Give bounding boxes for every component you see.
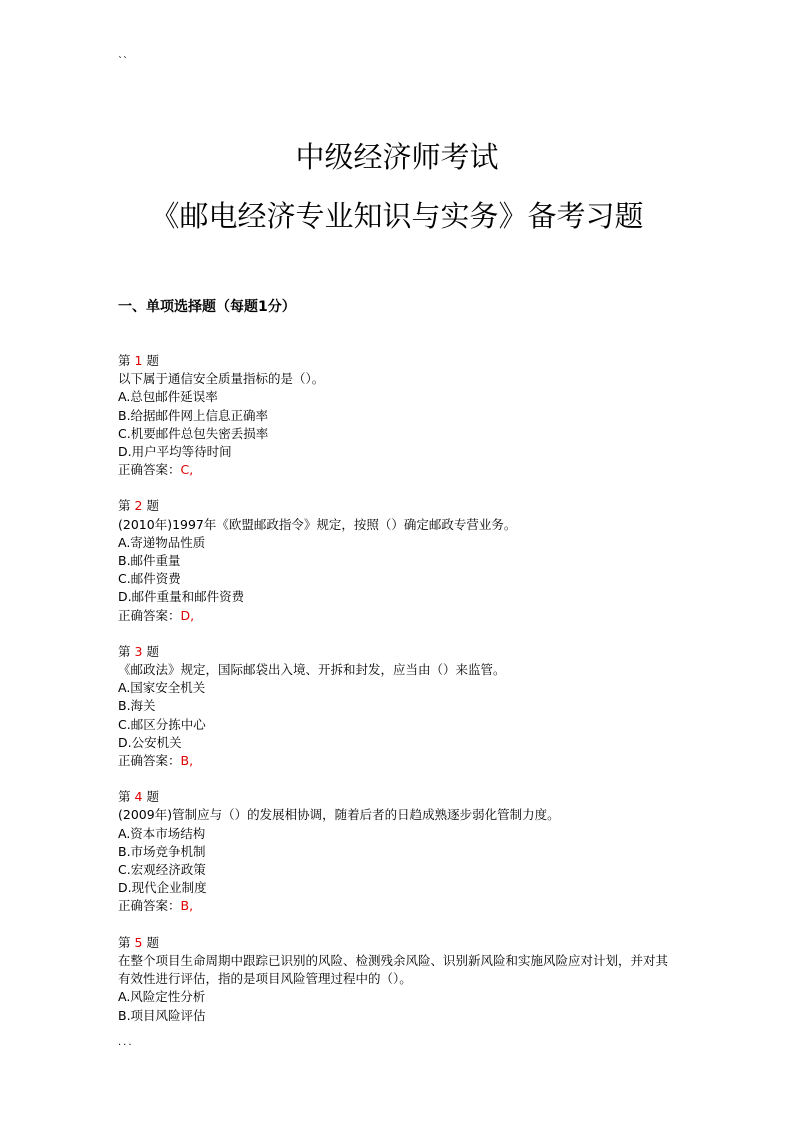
option-a: A.总包邮件延误率 <box>118 389 218 405</box>
question-number: 3 <box>134 643 143 659</box>
question-suffix: 题 <box>146 643 159 659</box>
footer-mark: ... <box>118 1037 134 1048</box>
option-b: B.海关 <box>118 698 156 714</box>
question-prefix: 第 <box>118 789 131 805</box>
answer-label: 正确答案： <box>118 462 181 478</box>
option-d: D.现代企业制度 <box>118 880 207 896</box>
answer-line <box>118 752 678 770</box>
question-stem: (2009年)管制应与（）的发展相协调，随着后者的日趋成熟逐步弱化管制力度。 <box>118 807 560 823</box>
option-a: A.风险定性分析 <box>118 989 206 1005</box>
question-prefix: 第 <box>118 643 131 659</box>
question-number-line <box>118 934 678 952</box>
answer-label: 正确答案： <box>118 607 181 623</box>
question-3 <box>118 643 678 770</box>
option-a: A.资本市场结构 <box>118 825 206 841</box>
question-4 <box>118 788 678 915</box>
document-subtitle: 《邮电经济专业知识与实务》备考习题 <box>150 199 644 233</box>
option-b: B.市场竞争机制 <box>118 843 206 859</box>
answer-label: 正确答案： <box>118 898 181 914</box>
option-c: C.邮区分拣中心 <box>118 716 206 732</box>
option-c: C.宏观经济政策 <box>118 862 206 878</box>
question-2 <box>118 497 678 624</box>
question-1 <box>118 352 678 479</box>
question-suffix: 题 <box>146 789 159 805</box>
option-b: B.邮件重量 <box>118 553 181 569</box>
option-b: B.项目风险评估 <box>118 1007 206 1023</box>
question-stem: 在整个项目生命周期中跟踪已识别的风险、检测残余风险、识别新风险和实施风险应对计划，并对其有效性进行评估，指的是项目风险管理过程中的（）。 <box>118 952 669 987</box>
question-number: 4 <box>134 789 143 805</box>
question-suffix: 题 <box>146 934 159 950</box>
answer-value: C, <box>180 462 194 478</box>
question-stem: 以下属于通信安全质量指标的是（）。 <box>118 371 325 387</box>
option-c: C.机要邮件总包失密丢损率 <box>118 425 269 441</box>
question-prefix: 第 <box>118 353 131 368</box>
question-stem: 《邮政法》规定，国际邮袋出入境、开拆和封发，应当由（）来监管。 <box>118 662 506 678</box>
answer-label: 正确答案： <box>118 753 181 769</box>
section-heading: 一、单项选择题（每题1分） <box>118 299 296 315</box>
question-suffix: 题 <box>146 353 159 368</box>
option-d: D.用户平均等待时间 <box>118 444 232 460</box>
question-suffix: 题 <box>146 498 159 514</box>
question-number: 2 <box>134 498 143 514</box>
question-number-line <box>118 643 678 661</box>
question-5 <box>118 934 678 1025</box>
answer-line <box>118 897 678 915</box>
option-a: A.国家安全机关 <box>118 680 206 696</box>
answer-line <box>118 461 678 479</box>
question-number-line <box>118 788 678 806</box>
answer-value: D, <box>180 607 195 623</box>
option-b: B.给据邮件网上信息正确率 <box>118 407 269 423</box>
document-title: 中级经济师考试 <box>295 140 499 174</box>
header-mark: `` <box>118 56 128 67</box>
question-prefix: 第 <box>118 934 131 950</box>
question-number-line <box>118 352 678 370</box>
answer-line <box>118 607 678 625</box>
option-c: C.邮件资费 <box>118 571 181 587</box>
question-prefix: 第 <box>118 498 131 514</box>
option-d: D.公安机关 <box>118 734 182 750</box>
question-stem: (2010年)1997年《欧盟邮政指令》规定，按照（）确定邮政专营业务。 <box>118 516 517 532</box>
question-list <box>118 352 678 1043</box>
answer-value: B, <box>180 753 194 769</box>
question-number: 1 <box>134 353 143 368</box>
question-number-line <box>118 497 678 515</box>
answer-value: B, <box>180 898 194 914</box>
option-a: A.寄递物品性质 <box>118 534 206 550</box>
question-number: 5 <box>134 934 143 950</box>
option-d: D.邮件重量和邮件资费 <box>118 589 245 605</box>
